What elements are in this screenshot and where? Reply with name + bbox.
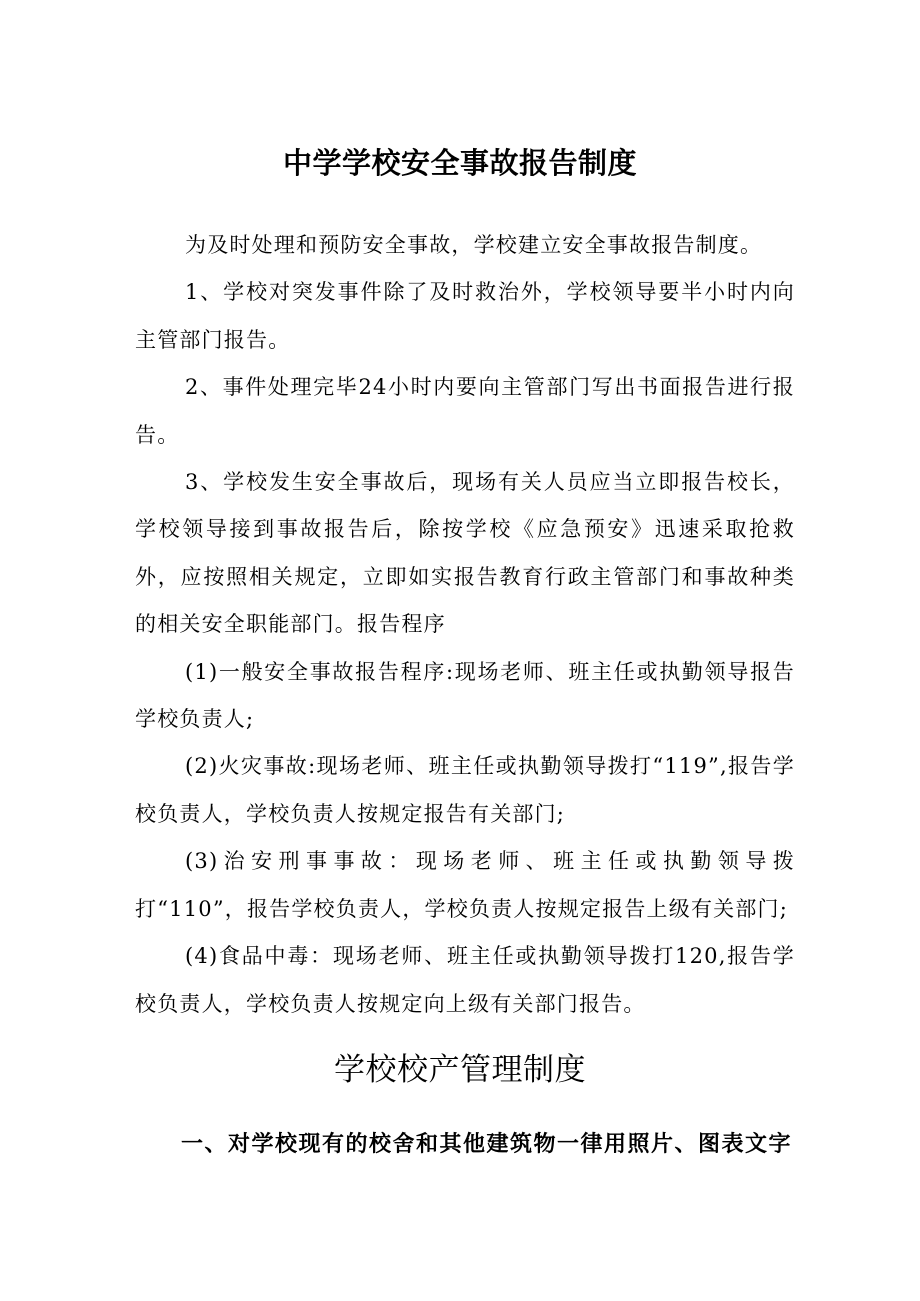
paragraph-procedure-1: (1)一般安全事故报告程序:现场老师、班主任或执勤领导报告学校负责人;	[135, 659, 795, 732]
section-heading-1: 一、对学校现有的校舍和其他建筑物一律用照片、图表文字	[181, 1132, 793, 1157]
paragraph-intro: 为及时处理和预防安全事故，学校建立安全事故报告制度。	[185, 233, 763, 257]
second-document-title: 学校校产管理制度	[334, 1052, 586, 1088]
paragraph-procedure-2: (2)火灾事故:现场老师、班主任或执勤领导拨打“119”,报告学校负责人，学校负责人按规定报告有关部门;	[135, 754, 795, 826]
paragraph-item-3: 3、学校发生安全事故后，现场有关人员应当立即报告校长，学校领导接到事故报告后，除按学校《应急预安》迅速采取抢救外，应按照相关规定，立即如实报告教育行政主管部门和事故种类的相关安全职能部门。报告程序	[135, 470, 795, 637]
paragraph-procedure-4: (4)食品中毒：现场老师、班主任或执勤领导拨打120,报告学校负责人，学校负责人按规定向上级有关部门报告。	[135, 944, 795, 1016]
paragraph-item-2: 2、事件处理完毕24小时内要向主管部门写出书面报告进行报告。	[135, 375, 795, 447]
paragraph-procedure-3: (3)治安刑事事故：现场老师、班主任或执勤领导拨打“110”，报告学校负责人，学校负责人按规定报告上级有关部门;	[135, 849, 795, 921]
document-body	[135, 222, 795, 1028]
document-title: 中学学校安全事故报告制度	[282, 146, 637, 180]
paragraph-item-1: 1、学校对突发事件除了及时救治外，学校领导要半小时内向主管部门报告。	[135, 280, 795, 352]
